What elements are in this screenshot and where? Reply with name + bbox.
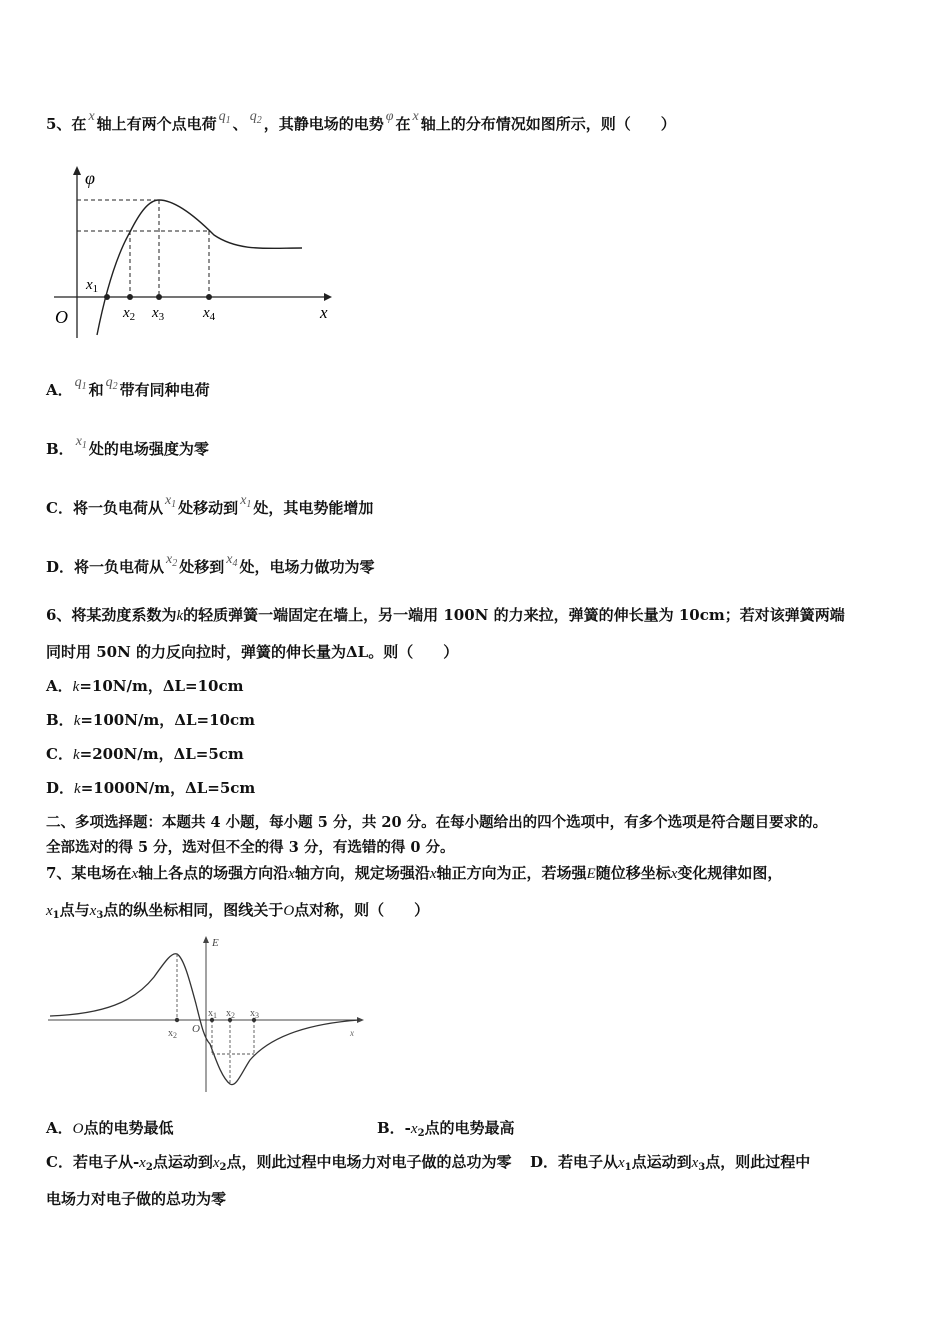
q5-option-a[interactable]: A． $q_1$ 和 $q_2$ 带有同种电荷 [46,375,210,399]
q5-phi-label: φ [85,168,95,188]
q7-x2-label: $x_2$ [226,1008,235,1020]
q7-x-axis-label: x [350,1028,354,1038]
q6-option-a[interactable]: A．k=10N/m，ΔL=10cm [46,677,244,695]
q5-sym-q1: $q_1$ [218,109,231,126]
q5-option-c[interactable]: C．将一负电荷从 $x_1$ 处移动到 $x_1$ 处，其电势能增加 [46,493,374,517]
q7-x3-label: $x_3$ [250,1008,259,1020]
q5-option-d[interactable]: D．将一负电荷从 $x_2$ 处移到 $x_4$ 处，电场力做功为零 [46,552,375,576]
q7-E-curve [50,954,359,1085]
q7-option-d[interactable]: D．若电子从$x_1$点运动到$x_3$点，则此过程中 [529,1153,811,1173]
q5-point-x3 [156,294,162,300]
q6-stem-line2: 同时用 50N 的力反向拉时，弹簧的伸长量为ΔL。则（ ） [46,643,459,661]
section2-heading: 二、多项选择题：本题共 4 小题，每小题 5 分，共 20 分。在每小题给出的四个选项中，有多个选项是符合题目要求的。 [46,814,828,831]
q5-x3-label: $x_3$ [152,305,165,323]
q7-x1-label: $x_1$ [208,1008,217,1020]
q7-option-b[interactable]: B．$-x_2$点的电势最高 [377,1119,515,1139]
q5-sym-phi: φ [385,109,394,124]
q5-x-arrow [324,293,332,301]
q7-option-c-d[interactable] [46,1152,810,1178]
q5-stem: 5、在 x 轴上有两个点电荷 $q_1$ 、 $q_2$ ，其静电场的电势 φ 在 x 轴上的分布情况如图所示，则（ ） [46,109,676,133]
q5-sym-x2: x [412,109,419,124]
q5-point-x2 [127,294,133,300]
q5-x-label: x [320,303,328,322]
q5-sym-x: x [88,109,95,124]
q5-y-arrow [73,166,81,175]
q6-option-d[interactable]: D．k=1000N/m，ΔL=5cm [46,779,256,797]
q6-stem-line1: 6、将某劲度系数为k的轻质弹簧一端固定在墙上，另一端用 100N 的力来拉，弹簧的伸长量为 10cm；若对该弹簧两端 [46,606,845,624]
q5-point-x4 [206,294,212,300]
q7-field-graph [44,932,368,1092]
q7-E-label: E [212,937,219,949]
q5-potential-graph [44,160,344,340]
q7-option-a[interactable]: A．O点的电势最低 [46,1119,174,1137]
section2-scoring: 全部选对的得 5 分，选对但不全的得 3 分，有选错的得 0 分。 [46,839,455,856]
q5-origin-label: O [55,307,68,327]
q5-x4-label: $x_4$ [203,305,216,323]
q5-sym-q2: $q_2$ [249,109,262,126]
q7-stem-line1: 7、某电场在x轴上各点的场强方向沿x轴方向，规定场强沿x轴正方向为正，若场强E随位移坐标x变化规律如图， [46,864,783,882]
q5-point-x1 [104,294,110,300]
q6-option-b[interactable]: B．k=100N/m，ΔL=10cm [46,711,255,729]
q7-neg-x2-label: $x_2$ [168,1028,177,1040]
q6-option-c[interactable]: C．k=200N/m，ΔL=5cm [46,745,244,763]
q5-option-b[interactable]: B． $x_1$ 处的电场强度为零 [46,434,209,458]
q7-origin-label: O [192,1023,200,1035]
q7-stem-line2: $x_1$点与$x_3$点的纵坐标相同，图线关于O点对称，则（ ） [46,901,430,921]
q5-x2-label: $x_2$ [123,305,136,323]
q7-option-c[interactable]: C．若电子从$-x_2$点运动到$x_2$点，则此过程中电场力对电子做的总功为零 [46,1153,512,1173]
q5-x1-label: $x_1$ [86,277,99,295]
q7-option-d-line2: 电场力对电子做的总功为零 [46,1190,227,1208]
q7-y-arrow [203,936,209,943]
